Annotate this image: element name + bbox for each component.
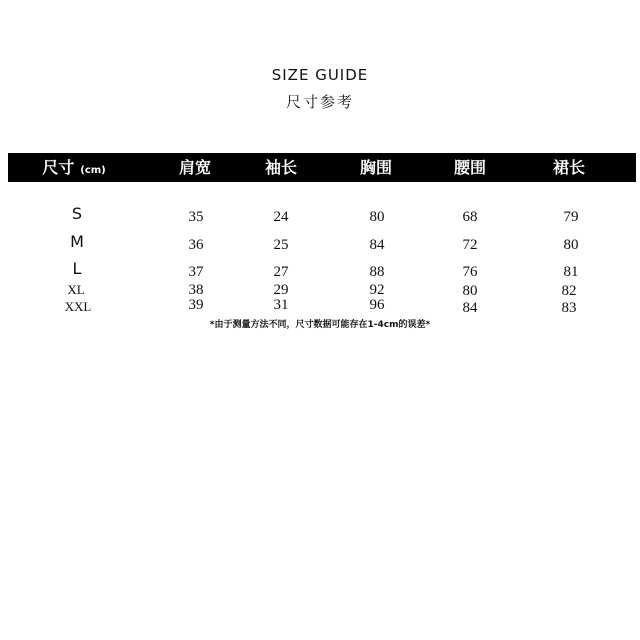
row-size: S	[71, 204, 83, 223]
header-size	[42, 153, 106, 182]
row-sleeve: 27	[273, 264, 289, 280]
row-shoulder: 37	[188, 264, 204, 280]
row-chest: 88	[369, 264, 385, 280]
measurement-note: *由于测量方法不同，尺寸数据可能存在1-4cm的误差*	[209, 320, 431, 330]
row-chest: 84	[369, 237, 385, 253]
header-sleeve: 袖长	[264, 158, 298, 177]
row-size: L	[72, 259, 82, 278]
header-chest: 胸围	[359, 158, 393, 177]
row-skirt: 80	[563, 237, 579, 253]
row-waist: 84	[462, 300, 478, 316]
header-skirt: 裙长	[552, 158, 586, 177]
size-guide-title: SIZE GUIDE	[271, 66, 369, 84]
header-size-label: 尺寸	[42, 158, 75, 177]
table-header-bar	[8, 153, 636, 182]
size-guide-subtitle: 尺寸参考	[285, 93, 354, 111]
row-sleeve: 25	[273, 237, 289, 253]
row-shoulder: 38	[188, 282, 204, 298]
row-size: M	[70, 232, 84, 251]
row-sleeve: 29	[273, 282, 289, 298]
row-skirt: 81	[563, 264, 579, 280]
row-shoulder: 35	[188, 209, 204, 225]
row-sleeve: 31	[273, 297, 289, 313]
row-shoulder: 39	[188, 297, 204, 313]
row-waist: 76	[462, 264, 478, 280]
row-shoulder: 36	[188, 237, 204, 253]
row-size: XL	[67, 282, 85, 297]
row-skirt: 83	[561, 300, 577, 316]
row-chest: 96	[369, 297, 385, 313]
row-skirt: 79	[563, 209, 579, 225]
row-waist: 68	[462, 209, 478, 225]
header-shoulder: 肩宽	[178, 158, 212, 177]
row-waist: 72	[462, 237, 478, 253]
header-unit: (cm)	[80, 165, 106, 176]
row-size: XXL	[64, 299, 92, 314]
row-waist: 80	[462, 283, 478, 299]
header-waist: 腰围	[453, 158, 487, 177]
row-skirt: 82	[561, 283, 577, 299]
row-sleeve: 24	[273, 209, 289, 225]
row-chest: 92	[369, 282, 385, 298]
row-chest: 80	[369, 209, 385, 225]
